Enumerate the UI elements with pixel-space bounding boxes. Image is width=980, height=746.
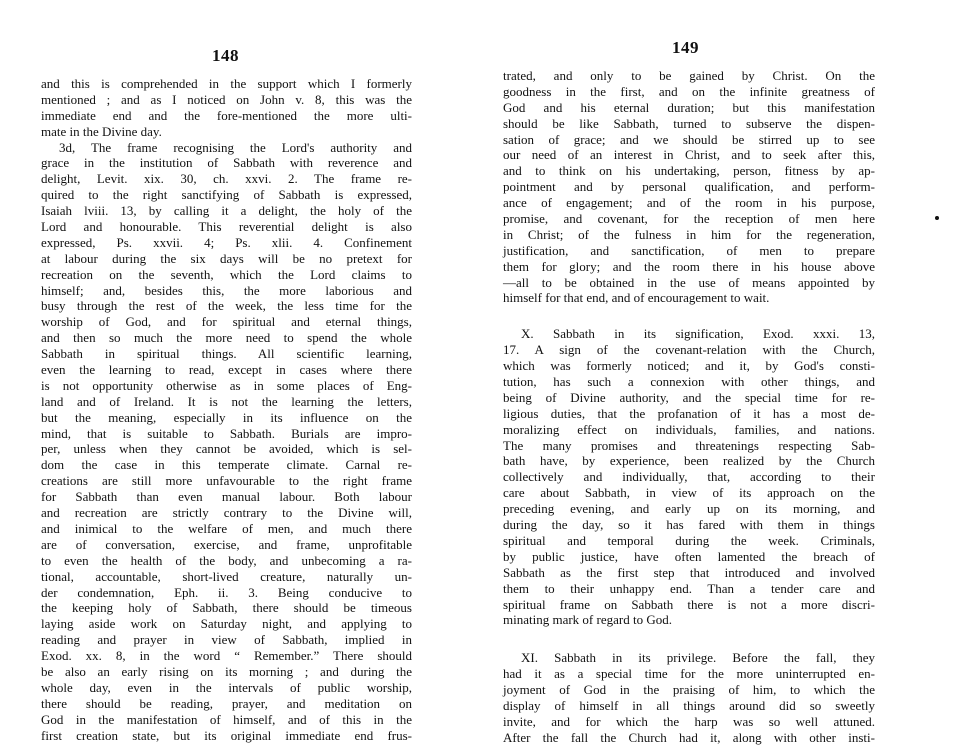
text-line: are of conversation, exercise, and frame, unprofitable bbox=[41, 536, 412, 552]
text-line: Sabbath in spiritual things. All scientific learning, bbox=[41, 346, 412, 362]
text-line: dom the case in this temperate climate. Carnal re- bbox=[41, 457, 412, 473]
text-line: the keeping holy of Sabbath, there should be timeous bbox=[41, 600, 412, 616]
text-line: bath have, by experience, been realized by the Church bbox=[503, 453, 875, 469]
text-line: and inimical to the welfare of men, and much there bbox=[41, 520, 412, 536]
text-line: per, unless when they cannot be avoided, which is sel- bbox=[41, 441, 412, 457]
text-line: 17. A sign of the covenant-relation with the Church, bbox=[503, 342, 875, 358]
paragraph-continuation bbox=[503, 68, 875, 306]
text-line: even the learning to read, except in cases where there bbox=[41, 362, 412, 378]
text-line: and to think on his undertaking, person, fitness by ap- bbox=[503, 163, 875, 179]
text-line: preceding evening, and early up on its morning, and bbox=[503, 501, 875, 517]
text-line: goodness in the first, and on the infinite greatness of bbox=[503, 83, 875, 99]
text-line: should be like Sabbath, turned to subserve the dispen- bbox=[503, 115, 875, 131]
text-line: during the day, so it has fared with them in things bbox=[503, 517, 875, 533]
text-line: spiritual and temporal during the week. Criminals, bbox=[503, 532, 875, 548]
text-line: invite, and for which the harp was so well attuned. bbox=[503, 713, 875, 729]
page-number-right: 149 bbox=[672, 38, 699, 57]
text-line: XI. Sabbath in its privilege. Before the fall, they bbox=[521, 650, 875, 666]
text-line: at labour during the six days will be no pretext for bbox=[41, 250, 412, 266]
text-line: there should be reading, prayer, and meditation on bbox=[41, 695, 412, 711]
text-line: Exod. xx. 8, in the word “ Remember.” There should bbox=[41, 648, 412, 664]
text-line: them for glory; and the room there in his house above bbox=[503, 258, 875, 274]
text-line: justification, and sanctification, of men to prepare bbox=[503, 242, 875, 258]
text-line: Sabbath as the first step that introduced and involved bbox=[503, 564, 875, 580]
text-line: grace in the institution of Sabbath with reverence and bbox=[41, 155, 412, 171]
ink-speck bbox=[935, 216, 939, 220]
text-line: busy through the rest of the week, the less time for the bbox=[41, 298, 412, 314]
text-line: care about Sabbath, in view of its approach on the bbox=[503, 485, 875, 501]
text-line: first creation state, but its original immediate end frus- bbox=[41, 727, 412, 743]
text-line: spiritual frame on Sabbath there is not a more discri- bbox=[503, 596, 875, 612]
text-line: worship of God, and for spiritual and eternal things, bbox=[41, 314, 412, 330]
text-line: and this is comprehended in the support which I formerly bbox=[41, 76, 412, 91]
text-line: himself; and, besides this, the more laborious and bbox=[41, 282, 412, 298]
text-line: promise, and covenant, for the reception of men here bbox=[503, 211, 875, 227]
text-line: 3d, The frame recognising the Lord's authority and bbox=[59, 139, 412, 155]
text-line: is not opportunity otherwise as in some places of Eng- bbox=[41, 377, 412, 393]
text-line: tional, accountable, short-lived creature, naturally un- bbox=[41, 568, 412, 584]
text-line: our need of an interest in Christ, and to seek after this, bbox=[503, 147, 875, 163]
left-page bbox=[0, 0, 490, 743]
text-line: delight, Levit. xix. 30, ch. xxvi. 2. The frame re- bbox=[41, 171, 412, 187]
paragraph-section-x bbox=[503, 326, 875, 628]
text-line: being of Divine authority, and the special time for re- bbox=[503, 389, 875, 405]
text-line: God and his eternal duration; but this manifestation bbox=[503, 99, 875, 115]
text-line: ligious duties, that the profanation of it has a most de- bbox=[503, 405, 875, 421]
right-page-text bbox=[503, 68, 875, 746]
text-line: sation of grace; and we should be stirred up to see bbox=[503, 131, 875, 147]
text-line: God in the manifestation of himself, and of this in the bbox=[41, 711, 412, 727]
text-line: mentioned ; and as I noticed on John v. 8, this was the bbox=[41, 91, 412, 107]
text-line: reading and prayer in view of Sabbath, implied in bbox=[41, 632, 412, 648]
text-line: minating mark of regard to God. bbox=[503, 612, 672, 628]
text-line: but the meaning, especially in its influence on the bbox=[41, 409, 412, 425]
text-line: mind, that is suitable to Sabbath. Burials are impro- bbox=[41, 425, 412, 441]
right-page bbox=[490, 0, 980, 745]
text-line: trated, and only to be gained by Christ. On the bbox=[503, 68, 875, 83]
text-line: immediate end and the fore-mentioned the more ulti- bbox=[41, 107, 412, 123]
text-line: Isaiah lviii. 13, by calling it a delight, the holy of the bbox=[41, 203, 412, 219]
text-line: Lord and honourable. This reverential delight is also bbox=[41, 219, 412, 235]
text-line: land and of Ireland. It is not the learning the letters, bbox=[41, 393, 412, 409]
text-line: collectively and individually, that, according to their bbox=[503, 469, 875, 485]
text-line: After the fall the Church had it, along with other insti- bbox=[503, 729, 875, 745]
text-line: to even the health of the body, and unbecoming a ra- bbox=[41, 552, 412, 568]
text-line: display of himself in all things around did so sweetly bbox=[503, 697, 875, 713]
left-page-text bbox=[41, 76, 412, 743]
text-line: moralizing effect on individuals, families, and nations. bbox=[503, 421, 875, 437]
text-line: The many promises and threatenings respecting Sab- bbox=[503, 437, 875, 453]
page-number-left: 148 bbox=[212, 46, 239, 65]
text-line: which was formerly noticed; and it, by God's consti- bbox=[503, 358, 875, 374]
text-line: expressed, Ps. xxvii. 4; Ps. xlii. 4. Confinement bbox=[41, 234, 412, 250]
text-line: X. Sabbath in its signification, Exod. xxxi. 13, bbox=[521, 326, 875, 342]
text-line: and then so much the more need to spend the whole bbox=[41, 330, 412, 346]
text-line: by public justice, have often lamented the breach of bbox=[503, 548, 875, 564]
text-line: creations are still more unfavourable to the right frame bbox=[41, 473, 412, 489]
paragraph-section-xi bbox=[503, 650, 875, 745]
text-line: whole day, even in the intervals of public worship, bbox=[41, 679, 412, 695]
text-line: them to their unhappy end. Than a tender care and bbox=[503, 580, 875, 596]
text-line: in Christ; of the fulness in him for the regeneration, bbox=[503, 226, 875, 242]
text-line: tution, has such a connexion with other things, and bbox=[503, 374, 875, 390]
text-line: pointment and by personal qualification, and perform- bbox=[503, 179, 875, 195]
text-line: recreation on the seventh, which the Lord claims to bbox=[41, 266, 412, 282]
text-line: mate in the Divine day. bbox=[41, 123, 162, 139]
text-line: joyment of God in the praising of him, to which the bbox=[503, 682, 875, 698]
text-line: ance of engagement; and of the room in his purpose, bbox=[503, 195, 875, 211]
text-line: for Sabbath than even manual labour. Both labour bbox=[41, 489, 412, 505]
text-line: be also an early rising on its morning ; and during the bbox=[41, 663, 412, 679]
text-line: himself for that end, and of encouragement to wait. bbox=[503, 290, 770, 306]
text-line: quired to the right sanctifying of Sabbath is expressed, bbox=[41, 187, 412, 203]
text-line: had it as a special time for the more uninterrupted en- bbox=[503, 666, 875, 682]
text-line: laying aside work on Saturday night, and applying to bbox=[41, 616, 412, 632]
text-line: der condemnation, Eph. ii. 3. Being conducive to bbox=[41, 584, 412, 600]
text-line: —all to be obtained in the use of means appointed by bbox=[503, 274, 875, 290]
text-line: and recreation are strictly contrary to the Divine will, bbox=[41, 505, 412, 521]
